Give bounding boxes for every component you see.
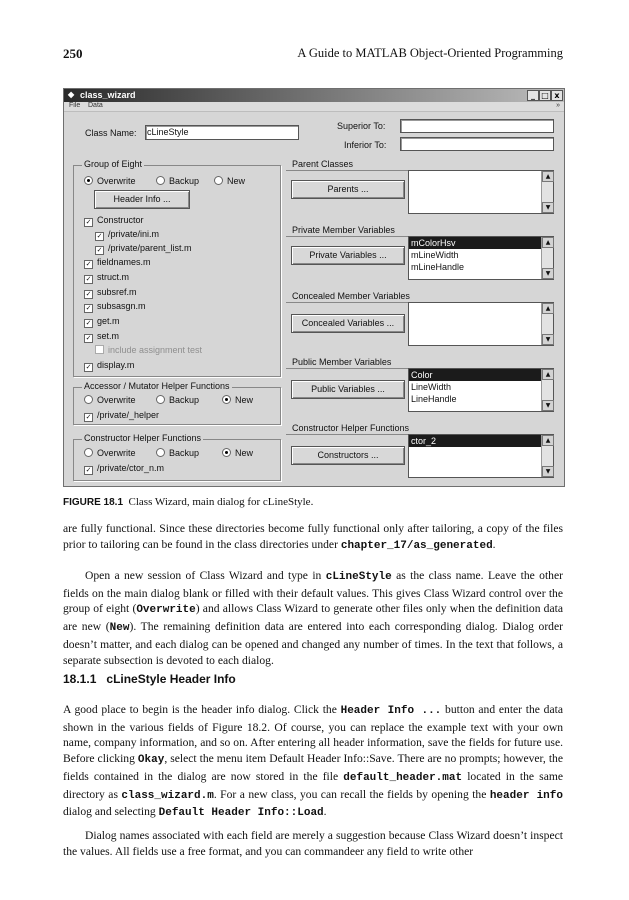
list-item[interactable]: ctor_2 bbox=[409, 435, 553, 447]
close-button[interactable]: x bbox=[551, 90, 563, 101]
concealed-variables-button[interactable]: Concealed Variables ... bbox=[291, 314, 405, 333]
private-variables-button[interactable]: Private Variables ... bbox=[291, 246, 405, 265]
include-assignment-checkbox[interactable]: include assignment test bbox=[95, 345, 202, 355]
class-name-input[interactable]: cLineStyle bbox=[145, 125, 299, 140]
page-number: 250 bbox=[63, 46, 83, 61]
get-checkbox[interactable]: ✓ get.m bbox=[85, 316, 120, 327]
public-vars-listbox[interactable]: Color LineWidth LineHandle ▲ ▼ bbox=[408, 368, 554, 412]
acc-backup-radio[interactable]: Backup bbox=[156, 395, 199, 405]
menu-file[interactable]: File bbox=[69, 102, 81, 109]
superior-to-label: Superior To: bbox=[337, 121, 386, 131]
g8-backup-radio[interactable]: Backup bbox=[156, 176, 199, 186]
parents-button[interactable]: Parents ... bbox=[291, 180, 405, 199]
subsasgn-checkbox[interactable]: ✓ subsasgn.m bbox=[85, 301, 146, 312]
acc-new-radio[interactable]: New bbox=[222, 395, 253, 405]
g8-overwrite-radio[interactable]: Overwrite bbox=[84, 176, 136, 186]
ctor-file-checkbox[interactable]: ✓ /private/ctor_n.m bbox=[85, 463, 165, 474]
ctor-overwrite-radio[interactable]: Overwrite bbox=[84, 448, 136, 458]
matlab-logo-icon: ◆ bbox=[68, 90, 75, 99]
public-variables-button[interactable]: Public Variables ... bbox=[291, 380, 405, 399]
fieldnames-checkbox[interactable]: ✓ fieldnames.m bbox=[85, 257, 151, 268]
constructors-button[interactable]: Constructors ... bbox=[291, 446, 405, 465]
constructor-checkbox[interactable]: ✓ Constructor bbox=[85, 215, 144, 226]
running-title: A Guide to MATLAB Object-Oriented Programming bbox=[297, 46, 563, 60]
paragraph-1: are fully functional. Since these directories become fully functional only after tailoring, a copy of the files prior to tailoring can be found in the class directories under chapter_17/as_generated. bbox=[63, 522, 563, 552]
list-item[interactable]: Color bbox=[409, 369, 553, 381]
paragraph-3: A good place to begin is the header info dialog. Click the Header Info ... button and enter the data shown in the various fields of Figure 18.2. Of course, you can replace the example text with your own name, company information, and so on. After entering all header information, save the fields for future use. Before clicking Okay, select the menu item Default Header Info::Save. There are no prompts; however, the fields contained in the dialog are now stored in the file default_header.mat located in the same directory as class_wizard.m. For a new class, you can recall the fields by opening the header info dialog and selecting Default Header Info::Load. bbox=[63, 703, 564, 820]
g8-new-radio[interactable]: New bbox=[214, 176, 245, 186]
concealed-vars-listbox[interactable]: ▲ ▼ bbox=[408, 302, 554, 346]
set-checkbox[interactable]: ✓ set.m bbox=[85, 331, 120, 342]
private-vars-listbox[interactable]: mColorHsv mLineWidth mLineHandle ▲ ▼ bbox=[408, 236, 554, 280]
class-name-label: Class Name: bbox=[85, 128, 137, 138]
struct-checkbox[interactable]: ✓ struct.m bbox=[85, 272, 130, 283]
inferior-to-input[interactable] bbox=[400, 137, 554, 151]
parent-classes-legend: Parent Classes bbox=[292, 159, 354, 169]
constructors-listbox[interactable]: ctor_2 ▲ ▼ bbox=[408, 434, 554, 478]
parent-list-checkbox[interactable]: ✓ /private/parent_list.m bbox=[96, 243, 192, 254]
minimize-button[interactable]: _ bbox=[527, 90, 539, 101]
group-of-eight-legend: Group of Eight bbox=[84, 159, 143, 169]
parents-listbox[interactable]: ▲ ▼ bbox=[408, 170, 554, 214]
ctor-backup-radio[interactable]: Backup bbox=[156, 448, 199, 458]
paragraph-4: Dialog names associated with each field are merely a suggestion because Class Wizard doesn’t inspect the values. All fields use a free format, and you can commandeer any field to write other bbox=[63, 829, 563, 858]
menu-bar bbox=[64, 102, 564, 112]
display-checkbox[interactable]: ✓ display.m bbox=[85, 360, 135, 371]
window-title: class_wizard bbox=[80, 90, 136, 100]
maximize-button[interactable]: □ bbox=[539, 90, 551, 101]
list-item[interactable]: LineWidth bbox=[411, 382, 452, 392]
accessor-legend: Accessor / Mutator Helper Functions bbox=[84, 381, 230, 391]
ctor-new-radio[interactable]: New bbox=[222, 448, 253, 458]
menu-data[interactable]: Data bbox=[88, 102, 103, 109]
private-vars-legend: Private Member Variables bbox=[292, 225, 395, 235]
title-bar bbox=[64, 89, 564, 102]
header-info-button[interactable]: Header Info ... bbox=[94, 190, 190, 209]
ctor-helper-legend: Constructor Helper Functions bbox=[84, 433, 202, 443]
list-item[interactable]: mLineHandle bbox=[411, 262, 465, 272]
list-item[interactable]: LineHandle bbox=[411, 394, 457, 404]
figure-caption: FIGURE 18.1 Class Wizard, main dialog for cLineStyle. bbox=[63, 496, 314, 508]
subsref-checkbox[interactable]: ✓ subsref.m bbox=[85, 287, 137, 298]
constructors-legend: Constructor Helper Functions bbox=[292, 423, 410, 433]
section-heading: 18.1.1 cLineStyle Header Info bbox=[63, 672, 236, 686]
public-vars-legend: Public Member Variables bbox=[292, 357, 392, 367]
acc-helper-checkbox[interactable]: ✓ /private/_helper bbox=[85, 410, 160, 421]
class-wizard-window bbox=[63, 88, 565, 487]
list-item[interactable]: mColorHsv bbox=[409, 237, 553, 249]
ini-checkbox[interactable]: ✓ /private/ini.m bbox=[96, 229, 160, 240]
acc-overwrite-radio[interactable]: Overwrite bbox=[84, 395, 136, 405]
list-item[interactable]: mLineWidth bbox=[411, 250, 459, 260]
inferior-to-label: Inferior To: bbox=[344, 140, 387, 150]
paragraph-2: Open a new session of Class Wizard and type in cLineStyle as the class name. Leave the other fields on the main dialog blank or filled with their default values. This gives Class Wizard control over the group of eight (Overwrite) and allows Class Wizard to generate other files only when the definition data are new (New). The remaining definition data are entered into each corresponding dialog. Dialog order doesn’t matter, and each dialog can be opened and changed any number of times. In the text that follows, a separate subsection is devoted to each dialog. bbox=[63, 569, 563, 667]
concealed-vars-legend: Concealed Member Variables bbox=[292, 291, 410, 301]
menu-overflow-icon[interactable]: » bbox=[556, 102, 560, 109]
superior-to-input[interactable] bbox=[400, 119, 554, 133]
